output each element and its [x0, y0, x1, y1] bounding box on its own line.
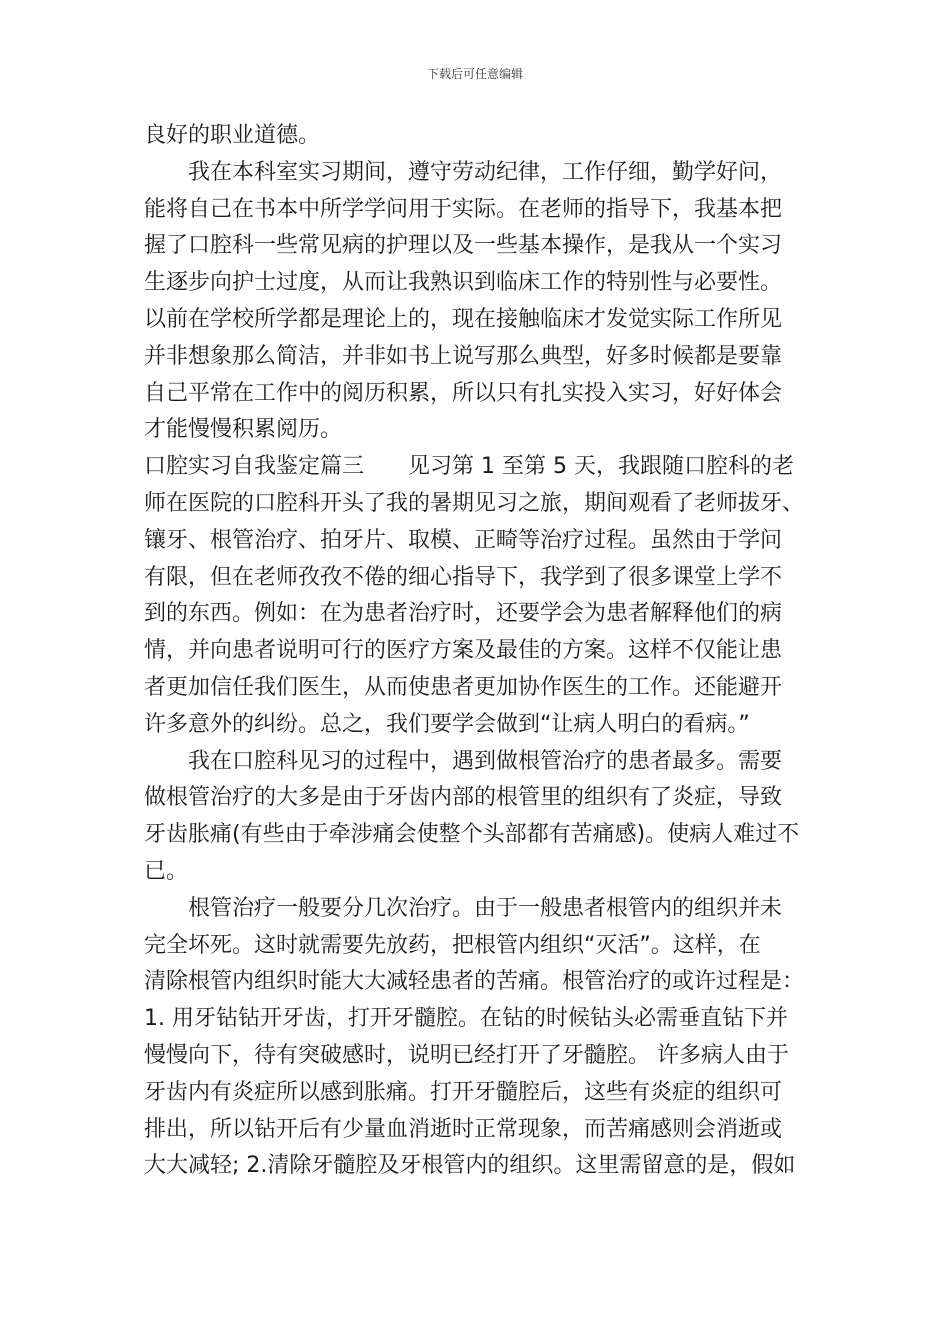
text-line: 已。 [144, 858, 189, 884]
text-line: 以前在学校所学都是理论上的，现在接触临床才发觉实际工作所见 [144, 306, 783, 332]
text-line: 生逐步向护士过度，从而让我熟识到临床工作的特别性与必要性。 [144, 270, 783, 296]
text-line: 握了口腔科一些常见病的护理以及一些基本操作，是我从一个实习 [144, 233, 783, 259]
text-line: 排出，所以钻开后有少量血消逝时正常现象，而苦痛感则会消逝或 [144, 1116, 783, 1142]
text-line: 慢慢向下，待有突破感时，说明已经打开了牙髓腔。 许多病人由于 [144, 1042, 789, 1068]
text-line: 能将自己在书本中所学学问用于实际。在老师的指导下，我基本把 [144, 196, 783, 222]
text-line: 情，并向患者说明可行的医疗方案及最佳的方案。这样不仅能让患 [144, 638, 783, 664]
text-line: 做根管治疗的大多是由于牙齿内部的根管里的组织有了炎症，导致 [144, 785, 783, 811]
text-line: 师在医院的口腔科开头了我的暑期见习之旅，期间观看了老师拔牙、 [144, 490, 805, 516]
text-line: 良好的职业道德。 [144, 123, 321, 148]
text-line: 镶牙、根管治疗、拍牙片、取模、正畸等治疗过程。虽然由于学问 [144, 527, 783, 553]
text-line: 1. 用牙钻钻开牙齿，打开牙髓腔。在钻的时候钻头必需垂直钻下并 [144, 1006, 788, 1032]
text-line: 清除根管内组织时能大大减轻患者的苦痛。根管治疗的或许过程是： [144, 969, 805, 995]
text-line: 者更加信任我们医生，从而使患者更加协作医生的工作。还能避开 [144, 674, 783, 700]
text-line: 才能慢慢积累阅历。 [144, 417, 343, 443]
text-line: 我在口腔科见习的过程中，遇到做根管治疗的患者最多。需要 [188, 748, 783, 774]
text-line: 自己平常在工作中的阅历积累，所以只有扎实投入实习，好好体会 [144, 380, 783, 406]
text-line: 许多意外的纠纷。总之，我们要学会做到“让病人明白的看病。” [144, 711, 750, 737]
text-line: 我在本科室实习期间，遵守劳动纪律，工作仔细，勤学好问， [188, 159, 783, 185]
text-line: 完全坏死。这时就需要先放药，把根管内组织“灭活”。这样，在 [144, 932, 761, 958]
text-line: 有限，但在老师孜孜不倦的细心指导下，我学到了很多课堂上学不 [144, 564, 783, 590]
text-line: 到的东西。例如：在为患者治疗时，还要学会为患者解释他们的病 [144, 601, 783, 627]
text-line: 大大减轻; 2.清除牙髓腔及牙根管内的组织。这里需留意的是，假如 [144, 1153, 796, 1179]
text-line: 牙齿胀痛(有些由于牵涉痛会使整个头部都有苦痛感)。使病人难过不 [144, 822, 800, 848]
page-header: 下载后可任意编辑 [426, 67, 523, 81]
text-line: 牙齿内有炎症所以感到胀痛。打开牙髓腔后，这些有炎症的组织可 [144, 1079, 783, 1105]
document-body [144, 118, 824, 1185]
text-line: 并非想象那么简洁，并非如书上说写那么典型，好多时候都是要靠 [144, 343, 783, 369]
text-line: 口腔实习自我鉴定篇三 见习第 1 至第 5 天，我跟随口腔科的老 [144, 454, 794, 480]
text-line: 根管治疗一般要分几次治疗。由于一般患者根管内的组织并未 [188, 895, 783, 921]
